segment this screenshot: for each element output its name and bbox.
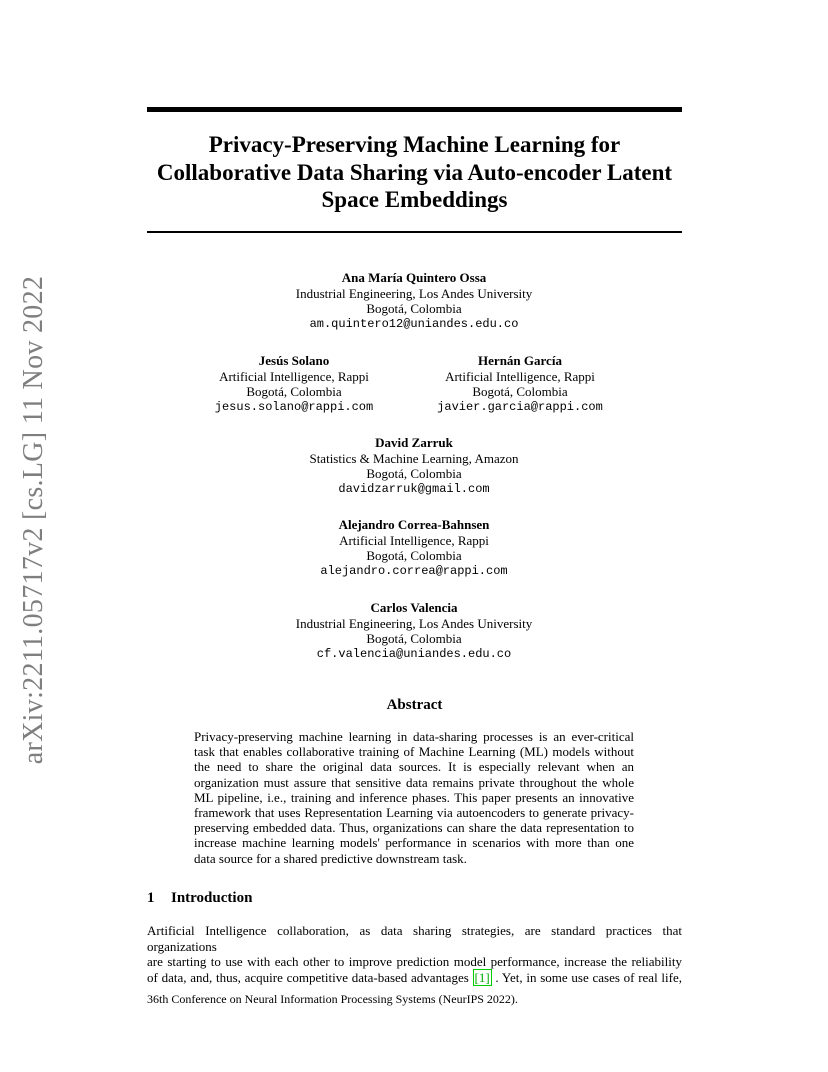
title-bottom-rule <box>147 231 682 233</box>
author-email: davidzarruk@gmail.com <box>338 481 490 496</box>
abstract-line: increase machine learning models' performance in scenarios with more than one <box>194 835 634 851</box>
author-affiliation: Artificial Intelligence, Rappi <box>339 532 489 548</box>
author-block <box>194 353 394 415</box>
author-location: Bogotá, Colombia <box>366 548 462 563</box>
section-title: Introduction <box>171 890 253 906</box>
abstract-line: framework that uses Representation Learning via autoencoders to generate privacy- <box>194 805 634 821</box>
intro-line <box>147 970 682 986</box>
author-location: Bogotá, Colombia <box>366 301 462 316</box>
author-block <box>214 517 614 579</box>
title-top-rule <box>147 107 682 112</box>
author-block <box>214 270 614 332</box>
introduction-body <box>147 923 682 985</box>
author-affiliation: Industrial Engineering, Los Andes University <box>295 285 533 301</box>
author-affiliation: Artificial Intelligence, Rappi <box>445 368 595 384</box>
abstract-line: task that enables collaborative training of Machine Learning (ML) models without <box>194 744 634 760</box>
abstract-line: organization must assure that sensitive data remains private throughout the whole <box>194 774 634 790</box>
author-location: Bogotá, Colombia <box>366 631 462 646</box>
author-name: Jesús Solano <box>258 353 330 368</box>
author-location: Bogotá, Colombia <box>366 466 462 481</box>
abstract-body <box>194 729 634 866</box>
author-affiliation: Industrial Engineering, Los Andes University <box>295 615 533 631</box>
intro-text: of data, and, thus, acquire competitive data-based advantages <box>147 969 473 985</box>
title-line: Collaborative Data Sharing via Auto-encoder Latent <box>156 159 673 185</box>
author-affiliation: Artificial Intelligence, Rappi <box>219 368 369 384</box>
intro-text: . Yet, in some use cases of real life, <box>491 969 682 985</box>
citation-link[interactable]: [1] <box>474 969 490 985</box>
author-affiliation: Statistics & Machine Learning, Amazon <box>309 450 519 466</box>
abstract-line: preserving embedded data. Thus, organizations can share the data representation to <box>194 820 634 836</box>
author-email: alejandro.correa@rappi.com <box>320 563 508 578</box>
author-email: am.quintero12@uniandes.edu.co <box>309 316 519 331</box>
author-name: Alejandro Correa-Bahnsen <box>338 517 490 532</box>
author-location: Bogotá, Colombia <box>472 384 568 399</box>
author-name: Ana María Quintero Ossa <box>341 270 487 285</box>
author-email: cf.valencia@uniandes.edu.co <box>316 646 512 661</box>
section-number: 1 <box>147 890 155 906</box>
conference-footnote: 36th Conference on Neural Information Processing Systems (NeurIPS 2022). <box>147 992 518 1006</box>
section-heading-introduction <box>147 890 252 907</box>
intro-line: are starting to use with each other to improve prediction model performance, increase the reliability <box>147 954 682 969</box>
author-name: Carlos Valencia <box>370 600 458 615</box>
author-block <box>214 600 614 662</box>
author-name: David Zarruk <box>375 435 453 450</box>
abstract-line: Privacy-preserving machine learning in data-sharing processes is an ever-critical <box>194 729 634 744</box>
paper-title <box>147 131 682 214</box>
author-name: Hernán García <box>478 353 562 368</box>
abstract-line: the need to share the original data sources. It is especially relevant when an <box>194 759 634 775</box>
title-line: Privacy-Preserving Machine Learning for <box>208 132 621 157</box>
title-line: Space Embeddings <box>321 187 508 212</box>
intro-line: Artificial Intelligence collaboration, as data sharing strategies, are standard practices that organizations <box>147 923 682 954</box>
author-block <box>420 353 620 415</box>
abstract-heading: Abstract <box>386 697 443 713</box>
author-location: Bogotá, Colombia <box>246 384 342 399</box>
author-block <box>214 435 614 497</box>
abstract-line: ML pipeline, i.e., training and inference phases. This paper presents an innovative <box>194 789 634 805</box>
author-email: javier.garcia@rappi.com <box>437 399 603 414</box>
arxiv-identifier: arXiv:2211.05717v2 [cs.LG] 11 Nov 2022 <box>18 275 49 765</box>
abstract-line: data source for a shared predictive downstream task. <box>194 850 467 866</box>
author-email: jesus.solano@rappi.com <box>214 399 374 414</box>
